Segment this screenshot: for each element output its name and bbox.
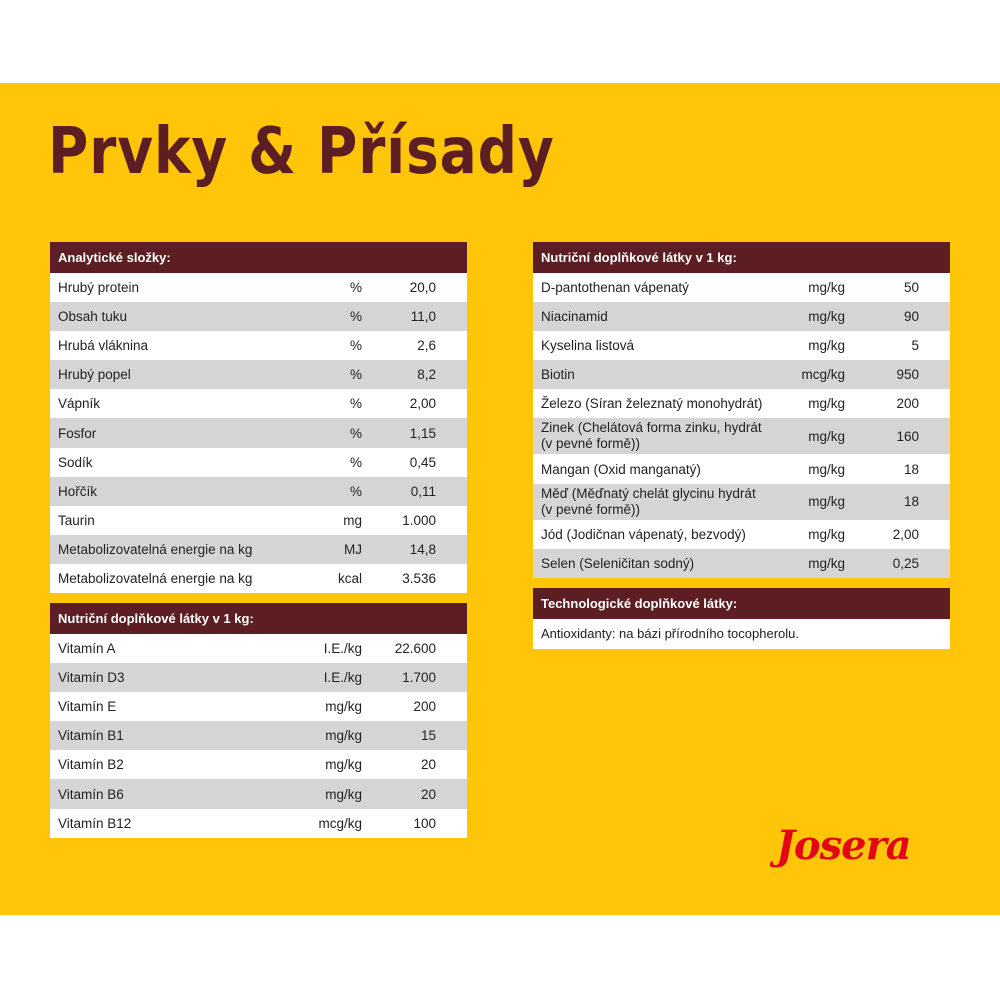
row-unit: mg/kg	[808, 338, 845, 354]
row-unit: I.E./kg	[323, 670, 362, 686]
row-name-line-2: (v pevné formě))	[541, 501, 641, 517]
table-row	[533, 389, 950, 418]
row-value: 20	[420, 786, 436, 802]
row-name	[541, 418, 762, 454]
row-value: 0,11	[410, 483, 436, 499]
table-row	[533, 360, 950, 389]
analytic-table-heading: Analytické složky:	[50, 242, 467, 273]
row-value: 2,00	[892, 526, 919, 542]
row-unit: %	[349, 367, 362, 383]
vitamins-table-body	[50, 634, 467, 838]
row-value: 200	[413, 699, 436, 715]
table-row	[50, 360, 467, 389]
row-name-line-1: Zinek (Chelátová forma zinku, hydrát	[541, 420, 762, 436]
row-unit: mcg/kg	[318, 815, 362, 831]
minerals-table	[533, 242, 950, 578]
minerals-table-heading: Nutriční doplňkové látky v 1 kg:	[533, 242, 950, 273]
row-unit: mg/kg	[808, 396, 845, 412]
analytic-table	[50, 242, 467, 593]
row-unit: %	[349, 309, 362, 325]
row-unit: mg/kg	[325, 728, 362, 744]
row-name: Vitamín A	[58, 641, 116, 657]
row-name: Selen (Seleničitan sodný)	[541, 555, 695, 571]
josera-logo: Josera	[776, 822, 911, 869]
row-value: 1.700	[402, 670, 436, 686]
row-name: Vitamín B1	[58, 728, 124, 744]
technological-text: Antioxidanty: na bázi přírodního tocopherolu.	[533, 619, 950, 649]
row-name: Kyselina listová	[541, 338, 635, 354]
row-name: Fosfor	[58, 425, 97, 441]
row-value: 11,0	[410, 309, 436, 325]
row-name: Vápník	[58, 396, 101, 412]
row-value: 20,0	[409, 280, 436, 296]
row-name: Vitamín B6	[58, 786, 124, 802]
row-value: 5	[911, 338, 919, 354]
technological-table	[533, 588, 950, 649]
row-value: 2,00	[409, 396, 436, 412]
table-row	[50, 692, 467, 721]
row-name: Biotin	[541, 367, 575, 383]
table-row	[50, 302, 467, 331]
row-value: 1,15	[409, 425, 436, 441]
row-unit: mg/kg	[325, 786, 362, 802]
row-value: 8,2	[417, 367, 436, 383]
row-unit: I.E./kg	[323, 641, 362, 657]
row-value: 14,8	[409, 541, 436, 557]
table-row	[50, 331, 467, 360]
table-row	[533, 418, 950, 454]
row-unit: mg/kg	[808, 526, 845, 542]
row-value: 50	[903, 280, 919, 296]
table-row	[533, 484, 950, 520]
table-row	[50, 389, 467, 418]
table-row	[50, 564, 467, 593]
row-unit: %	[349, 425, 362, 441]
table-row	[50, 448, 467, 477]
row-value: 18	[903, 494, 919, 510]
row-name: Metabolizovatelná energie na kg	[58, 541, 253, 557]
row-name-line-2: (v pevné formě))	[541, 436, 641, 452]
row-unit: mg	[343, 512, 362, 528]
row-unit: MJ	[344, 541, 362, 557]
table-row	[533, 549, 950, 578]
row-name	[541, 484, 756, 520]
vitamins-table	[50, 603, 467, 838]
row-name-line-1: Měď (Měďnatý chelát glycinu hydrát	[541, 485, 756, 501]
row-value: 90	[903, 309, 919, 325]
row-name: Sodík	[58, 454, 93, 470]
row-unit: mg/kg	[808, 461, 845, 477]
minerals-table-body	[533, 273, 950, 578]
row-name: Hrubá vláknina	[58, 338, 149, 354]
row-value: 15	[420, 728, 436, 744]
row-value: 2,6	[417, 338, 436, 354]
row-value: 0,25	[892, 555, 919, 571]
table-row	[533, 331, 950, 360]
row-unit: %	[349, 338, 362, 354]
table-row	[50, 634, 467, 663]
row-name: Metabolizovatelná energie na kg	[58, 570, 253, 586]
table-row	[533, 520, 950, 549]
row-value: 160	[896, 428, 919, 444]
table-row	[50, 477, 467, 506]
page-title: Prvky & Přísady	[48, 115, 555, 189]
row-unit: %	[349, 396, 362, 412]
row-unit: %	[349, 454, 362, 470]
row-name: Jód (Jodičnan vápenatý, bezvodý)	[541, 526, 746, 542]
row-name: D-pantothenan vápenatý	[541, 280, 689, 296]
row-value: 100	[413, 815, 436, 831]
row-unit: mg/kg	[808, 309, 845, 325]
row-value: 22.600	[394, 641, 436, 657]
table-row	[533, 273, 950, 302]
row-value: 0,45	[409, 454, 436, 470]
row-name: Vitamín E	[58, 699, 117, 715]
row-name: Hrubý popel	[58, 367, 131, 383]
row-name: Obsah tuku	[58, 309, 128, 325]
row-unit: mg/kg	[808, 494, 845, 510]
row-name: Vitamín B12	[58, 815, 132, 831]
table-row	[50, 273, 467, 302]
row-value: 200	[896, 396, 919, 412]
row-unit: mg/kg	[808, 280, 845, 296]
row-unit: mcg/kg	[801, 367, 845, 383]
table-row	[50, 750, 467, 779]
table-row	[50, 779, 467, 808]
row-unit: mg/kg	[808, 555, 845, 571]
row-unit: mg/kg	[808, 428, 845, 444]
analytic-table-body	[50, 273, 467, 593]
row-value: 1.000	[402, 512, 436, 528]
table-row	[50, 809, 467, 838]
row-value: 3.536	[402, 570, 436, 586]
row-name: Hrubý protein	[58, 280, 140, 296]
table-row	[50, 418, 467, 447]
row-name: Vitamín D3	[58, 670, 125, 686]
row-name: Mangan (Oxid manganatý)	[541, 461, 701, 477]
table-row	[50, 506, 467, 535]
table-row	[533, 302, 950, 331]
table-row	[50, 663, 467, 692]
row-value: 18	[903, 461, 919, 477]
row-unit: mg/kg	[325, 757, 362, 773]
vitamins-table-heading: Nutriční doplňkové látky v 1 kg:	[50, 603, 467, 634]
technological-table-heading: Technologické doplňkové látky:	[533, 588, 950, 619]
row-name: Vitamín B2	[58, 757, 124, 773]
table-row	[50, 721, 467, 750]
row-name: Niacinamid	[541, 309, 608, 325]
row-unit: mg/kg	[325, 699, 362, 715]
row-name: Železo (Síran železnatý monohydrát)	[541, 396, 763, 412]
table-row	[533, 454, 950, 483]
row-value: 950	[896, 367, 919, 383]
row-unit: %	[349, 483, 362, 499]
row-name: Taurin	[58, 512, 95, 528]
row-value: 20	[420, 757, 436, 773]
row-unit: %	[349, 280, 362, 296]
row-unit: kcal	[337, 570, 362, 586]
table-row	[50, 535, 467, 564]
row-name: Hořčík	[58, 483, 98, 499]
